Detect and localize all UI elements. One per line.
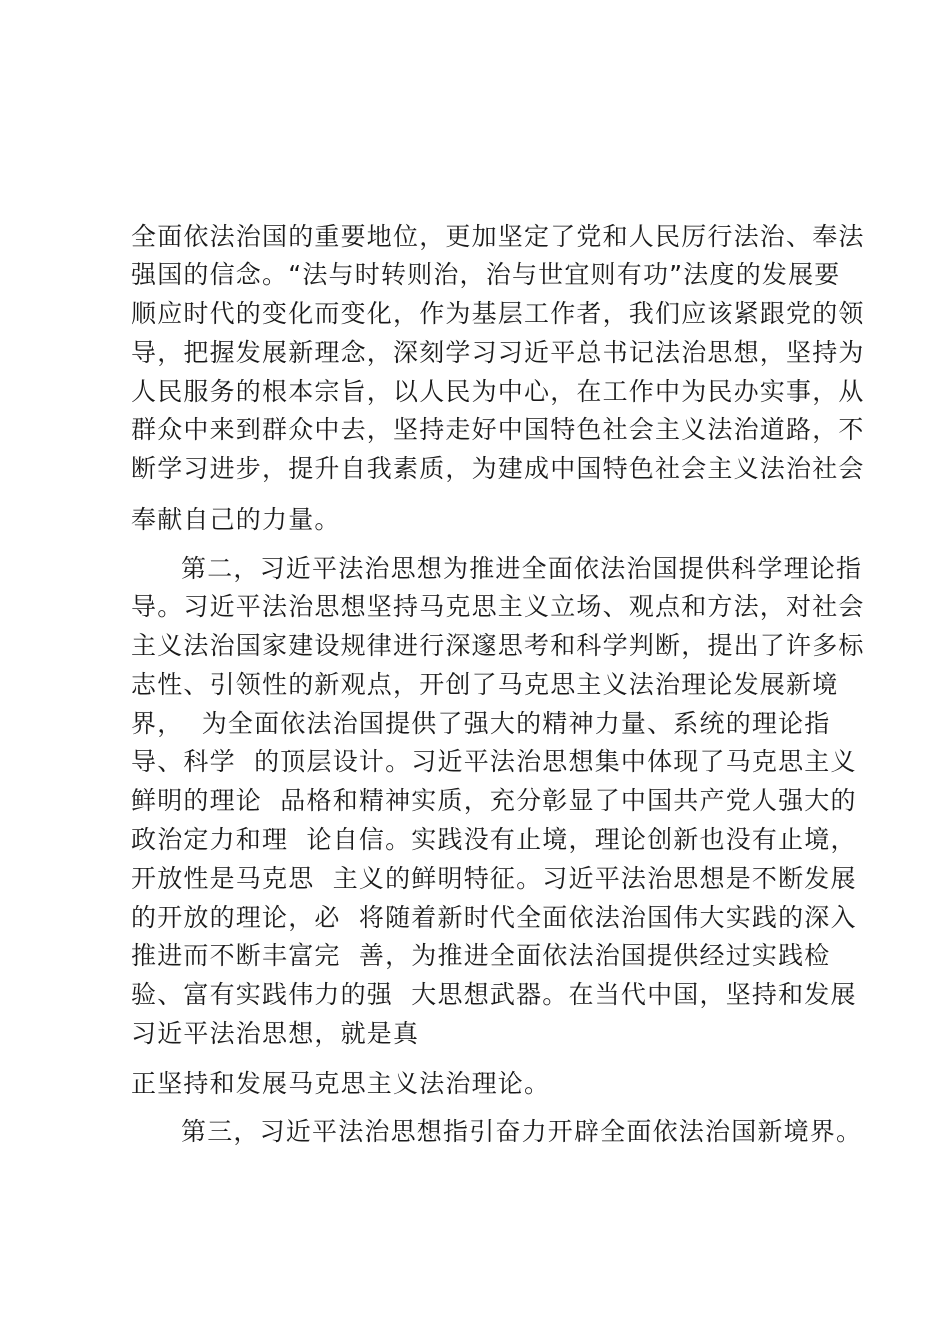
- paragraph-start-line: 第二，习近平法治思想为推进全面依法治国提供科学理论指: [181, 554, 863, 583]
- text-line: 断学习进步，提升自我素质，为建成中国特色社会主义法治社会: [131, 454, 865, 483]
- text-line: 开放性是马克思 主义的鲜明特征。习近平法治思想是不断发展: [131, 864, 857, 893]
- text-line: 导，把握发展新理念，深刻学习习近平总书记法治思想，坚持为: [131, 338, 865, 367]
- text-line: 推进而不断丰富完 善，为推进全面依法治国提供经过实践检: [131, 941, 831, 970]
- text-line: 界， 为全面依法治国提供了强大的精神力量、系统的理论指: [131, 709, 831, 738]
- text-line: 习近平法治思想，就是真: [131, 1019, 420, 1048]
- text-line: 正坚持和发展马克思主义法治理论。: [131, 1069, 551, 1098]
- text-line: 强国的信念。“法与时转则治，治与世宜则有功”法度的发展要: [131, 260, 841, 289]
- paragraph-start-line: 第三，习近平法治思想指引奋力开辟全面依法治国新境界。: [181, 1117, 863, 1146]
- text-line: 奉献自己的力量。: [131, 505, 341, 534]
- text-line: 人民服务的根本宗旨，以人民为中心，在工作中为民办实事，从: [131, 377, 865, 406]
- text-line: 的开放的理论，必 将随着新时代全面依法治国伟大实践的深入: [131, 903, 857, 932]
- text-line: 鲜明的理论 品格和精神实质，充分彰显了中国共产党人强大的: [131, 786, 857, 815]
- text-line: 志性、引领性的新观点，开创了马克思主义法治理论发展新境: [131, 670, 839, 699]
- text-line: 政治定力和理 论自信。实践没有止境，理论创新也没有止境，: [131, 825, 857, 854]
- text-line: 全面依法治国的重要地位，更加坚定了党和人民厉行法治、奉法: [131, 222, 865, 251]
- text-line: 主义法治国家建设规律进行深邃思考和科学判断，提出了许多标: [131, 631, 865, 660]
- text-line: 验、富有实践伟力的强 大思想武器。在当代中国，坚持和发展: [131, 980, 857, 1009]
- text-line: 导、科学 的顶层设计。习近平法治思想集中体现了马克思主义: [131, 747, 857, 776]
- text-line: 顺应时代的变化而变化，作为基层工作者，我们应该紧跟党的领: [131, 299, 865, 328]
- text-line: 导。习近平法治思想坚持马克思主义立场、观点和方法，对社会: [131, 592, 865, 621]
- text-line: 群众中来到群众中去，坚持走好中国特色社会主义法治道路，不: [131, 415, 865, 444]
